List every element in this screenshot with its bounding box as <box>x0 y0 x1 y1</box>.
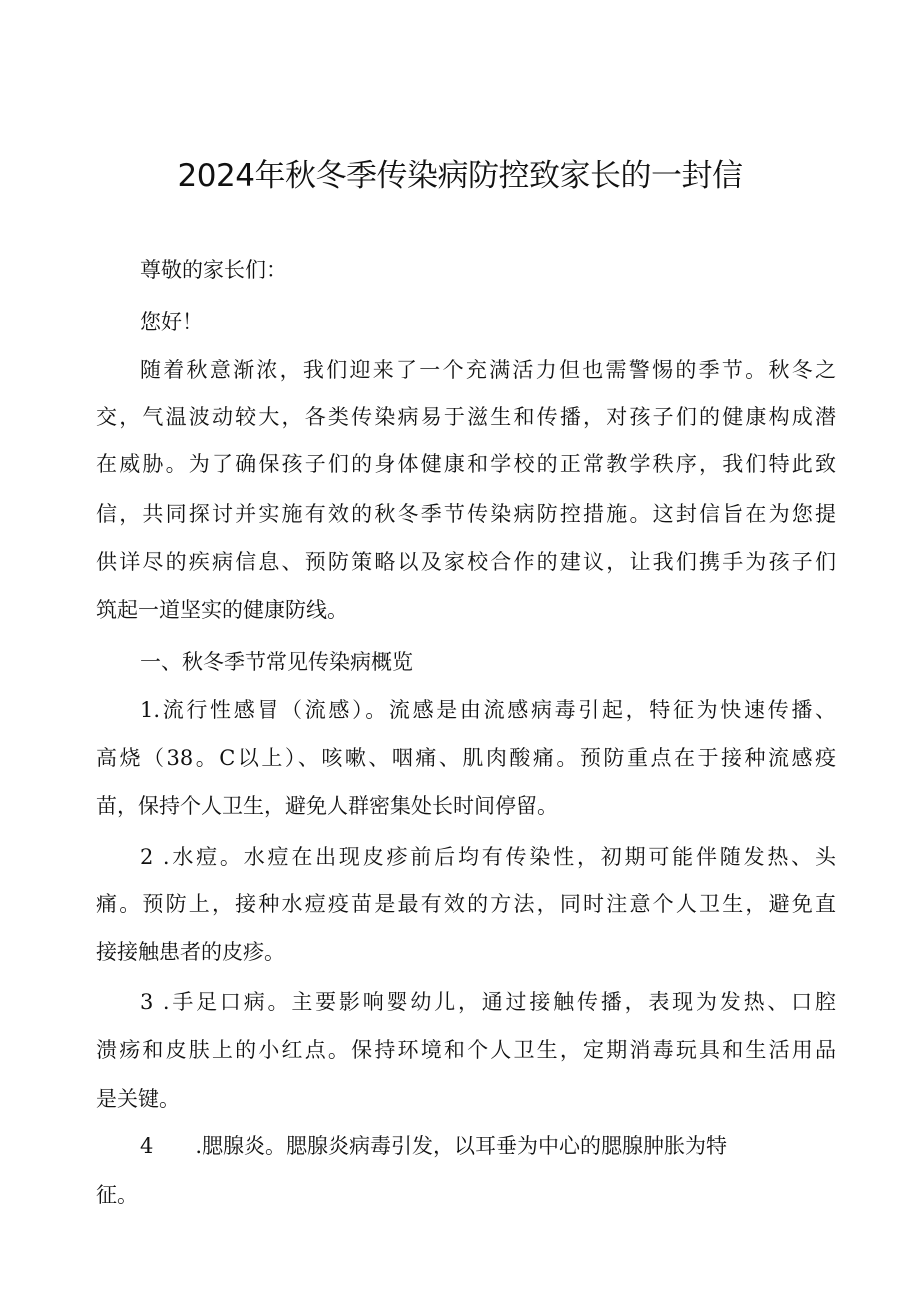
item-line: 痛。预防上，接种水痘疫苗是最有效的方法，同时注意个人卫生，避免直 <box>96 892 836 916</box>
item-line: 是关键。 <box>96 1087 180 1111</box>
intro-line: 随着秋意渐浓，我们迎来了一个充满活力但也需警惕的季节。秋冬之 <box>140 358 836 382</box>
document-title: 2024年秋冬季传染病防控致家长的一封信 <box>177 158 743 194</box>
intro-line: 在威胁。为了确保孩子们的身体健康和学校的正常教学秩序，我们特此致 <box>96 452 836 476</box>
intro-line: 交，气温波动较大，各类传染病易于滋生和传播，对孩子们的健康构成潜 <box>96 405 836 429</box>
intro-line: 信，共同探讨并实施有效的秋冬季节传染病防控措施。这封信旨在为您提 <box>96 502 836 526</box>
item-line: 1.流行性感冒（流感）。流感是由流感病毒引起，特征为快速传播、 <box>140 698 836 722</box>
item-line: 4 .腮腺炎。腮腺炎病毒引发，以耳垂为中心的腮腺肿胀为特 <box>140 1134 728 1158</box>
salutation: 尊敬的家长们： <box>140 258 287 282</box>
item-line: 高烧（38。C以上）、咳嗽、咽痛、肌肉酸痛。预防重点在于接种流感疫 <box>96 746 836 770</box>
item-line: 接接触患者的皮疹。 <box>96 940 285 964</box>
section-heading: 一、秋冬季节常见传染病概览 <box>140 650 413 674</box>
item-line: 苗，保持个人卫生，避免人群密集处长时间停留。 <box>96 794 558 818</box>
greeting: 您好！ <box>140 310 203 334</box>
item-line: 3 .手足口病。主要影响婴幼儿，通过接触传播，表现为发热、口腔 <box>140 990 836 1014</box>
item-line: 溃疡和皮肤上的小红点。保持环境和个人卫生，定期消毒玩具和生活用品 <box>96 1038 836 1062</box>
item-line: 征。 <box>96 1183 138 1207</box>
intro-line: 供详尽的疾病信息、预防策略以及家校合作的建议，让我们携手为孩子们 <box>96 550 836 574</box>
item-line: 2 .水痘。水痘在出现皮疹前后均有传染性，初期可能伴随发热、头 <box>140 845 836 869</box>
intro-line: 筑起一道坚实的健康防线。 <box>96 598 348 622</box>
